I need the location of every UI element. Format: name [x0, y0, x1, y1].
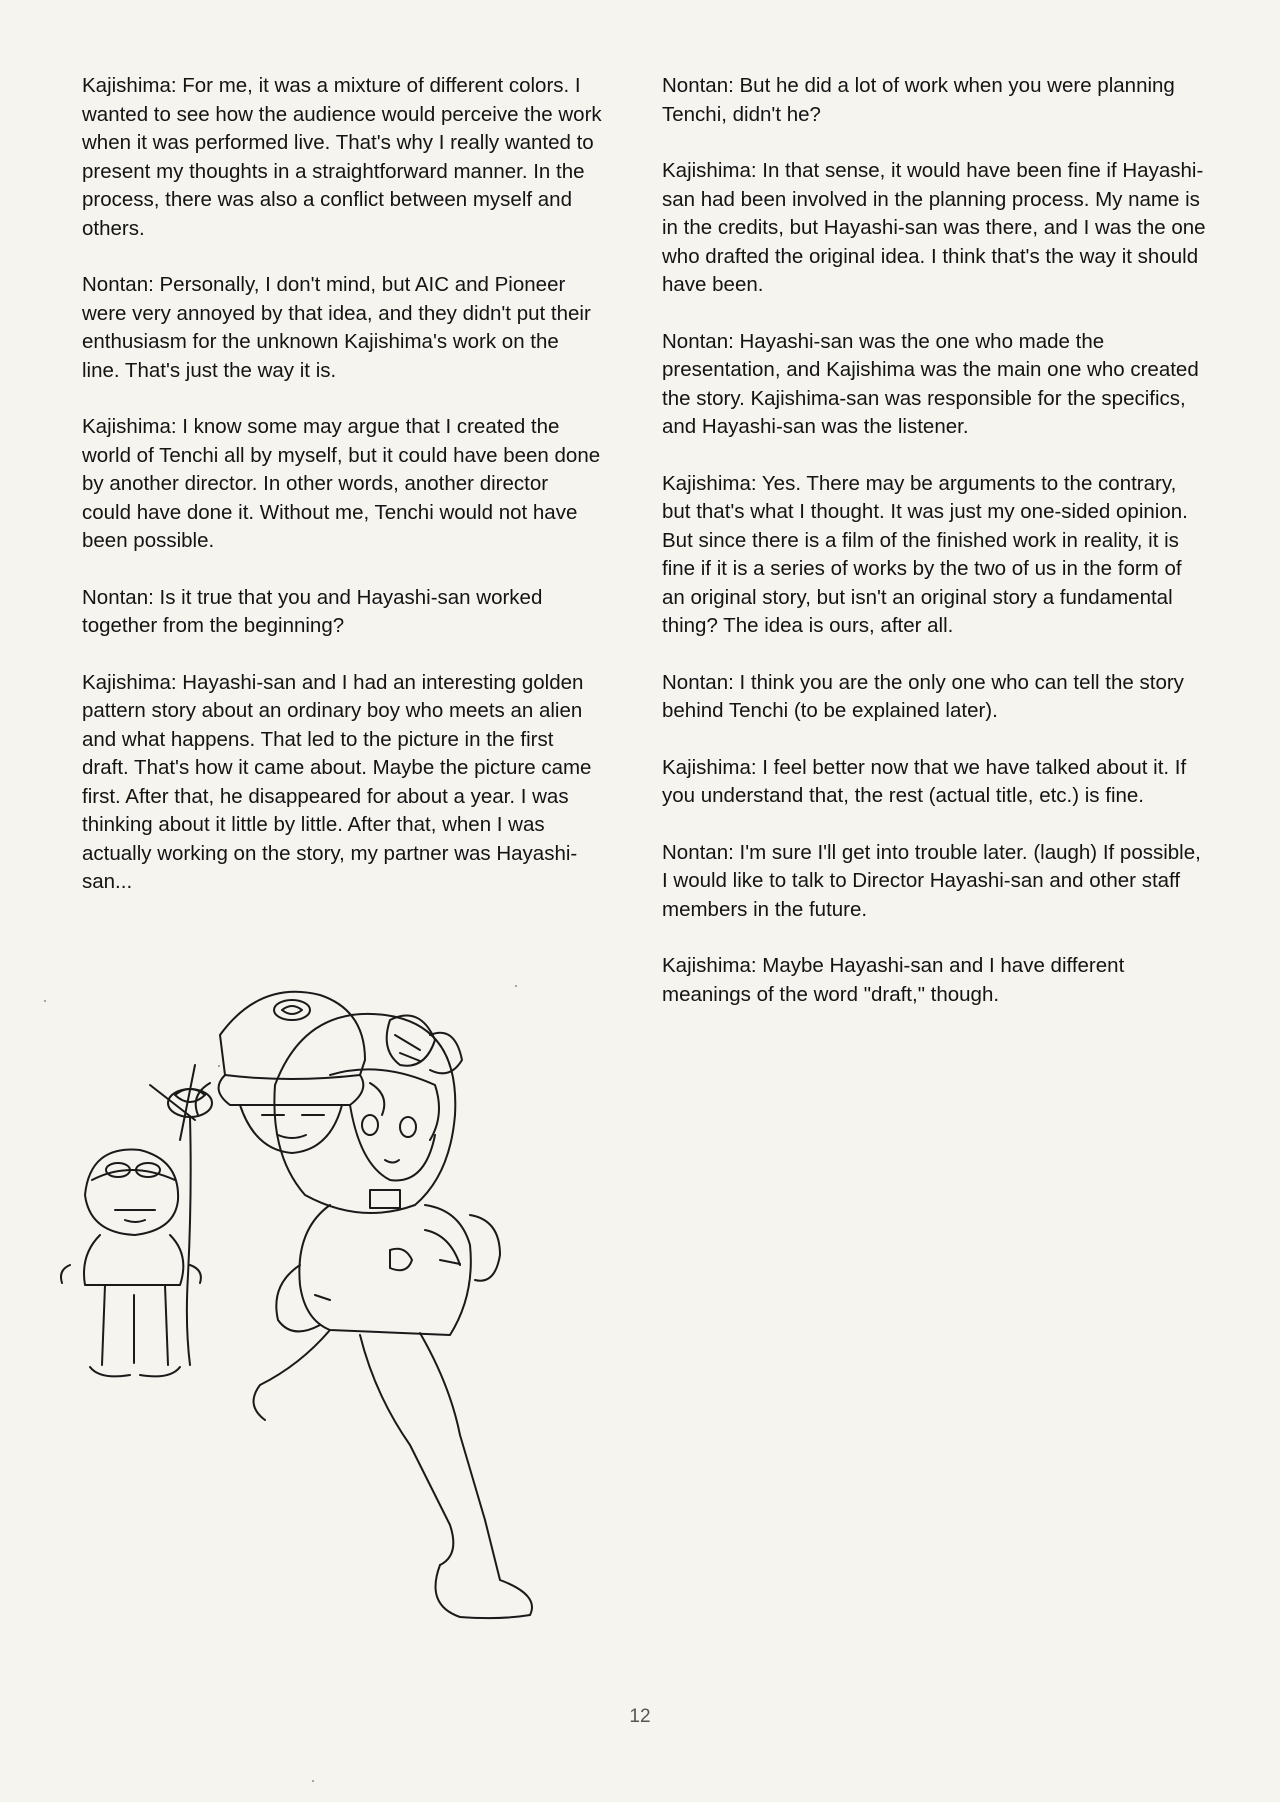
paragraph: Kajishima: In that sense, it would have been fine if Hayashi-san had been involved in the planning process. My name is in the credits, but Hayashi-san was there, and I was the one who drafted the original idea. I think that's the way it should have been. — [662, 159, 1206, 296]
paragraph: Nontan: Personally, I don't mind, but AIC and Pioneer were very annoyed by that idea, and they didn't put their enthusiasm for the unknown Kajishima's work on the line. That's just the way it is. — [82, 273, 591, 382]
paragraph: Kajishima: I know some may argue that I created the world of Tenchi all by myself, but it could have been done by another director. In other words, another director could have done it. Without me, Tenchi would not have been possible. — [82, 415, 601, 552]
paragraph: Kajishima: I feel better now that we have talked about it. If you understand that, the rest (actual title, etc.) is fine. — [662, 755, 1187, 807]
right-column — [662, 72, 1210, 1037]
left-column — [82, 72, 602, 925]
paragraph: Nontan: Is it true that you and Hayashi-san worked together from the beginning? — [82, 585, 543, 637]
scan-speck — [515, 985, 517, 987]
character-sketch-illustration — [30, 965, 640, 1645]
paragraph: Kajishima: For me, it was a mixture of different colors. I wanted to see how the audience would perceive the work when it was performed live. That's why I really wanted to present my thoughts in a straightforward manner. In the process, there was also a conflict between myself and others. — [82, 74, 602, 240]
paragraph: Nontan: But he did a lot of work when you were planning Tenchi, didn't he? — [662, 74, 1175, 126]
page-number: 12 — [629, 1706, 651, 1727]
paragraph: Kajishima: Maybe Hayashi-san and I have different meanings of the word "draft," though. — [662, 954, 1125, 1006]
paragraph: Kajishima: Hayashi-san and I had an interesting golden pattern story about an ordinary boy who meets an alien and what happens. That led to the picture in the first draft. That's how it came about. Maybe the picture came first. After that, he disappeared for about a year. I was thinking about it little by little. After that, when I was actually working on the story, my partner was Hayashi-san... — [82, 670, 592, 893]
paragraph: Nontan: Hayashi-san was the one who made the presentation, and Kajishima was the main one who created the story. Kajishima-san was responsible for the specifics, and Hayashi-san was the listener. — [662, 329, 1199, 438]
running-character-sketch — [254, 1014, 532, 1645]
propeller-balloon-sketch — [150, 1065, 212, 1365]
scan-speck — [218, 1065, 220, 1067]
scan-speck — [44, 1000, 46, 1002]
small-character-sketch — [61, 1150, 201, 1377]
paragraph: Kajishima: Yes. There may be arguments to the contrary, but that's what I thought. It was just my one-sided opinion. But since there is a film of the finished work in reality, it is fine if it is a series of works by the two of us in the form of an original story, but isn't an original story a fundamental thing? The idea is ours, after all. — [662, 471, 1188, 637]
paragraph: Nontan: I'm sure I'll get into trouble later. (laugh) If possible, I would like to talk to Director Hayashi-san and other staff members in the future. — [662, 840, 1201, 921]
paragraph: Nontan: I think you are the only one who can tell the story behind Tenchi (to be explained later). — [662, 670, 1184, 722]
scan-speck — [312, 1780, 314, 1782]
